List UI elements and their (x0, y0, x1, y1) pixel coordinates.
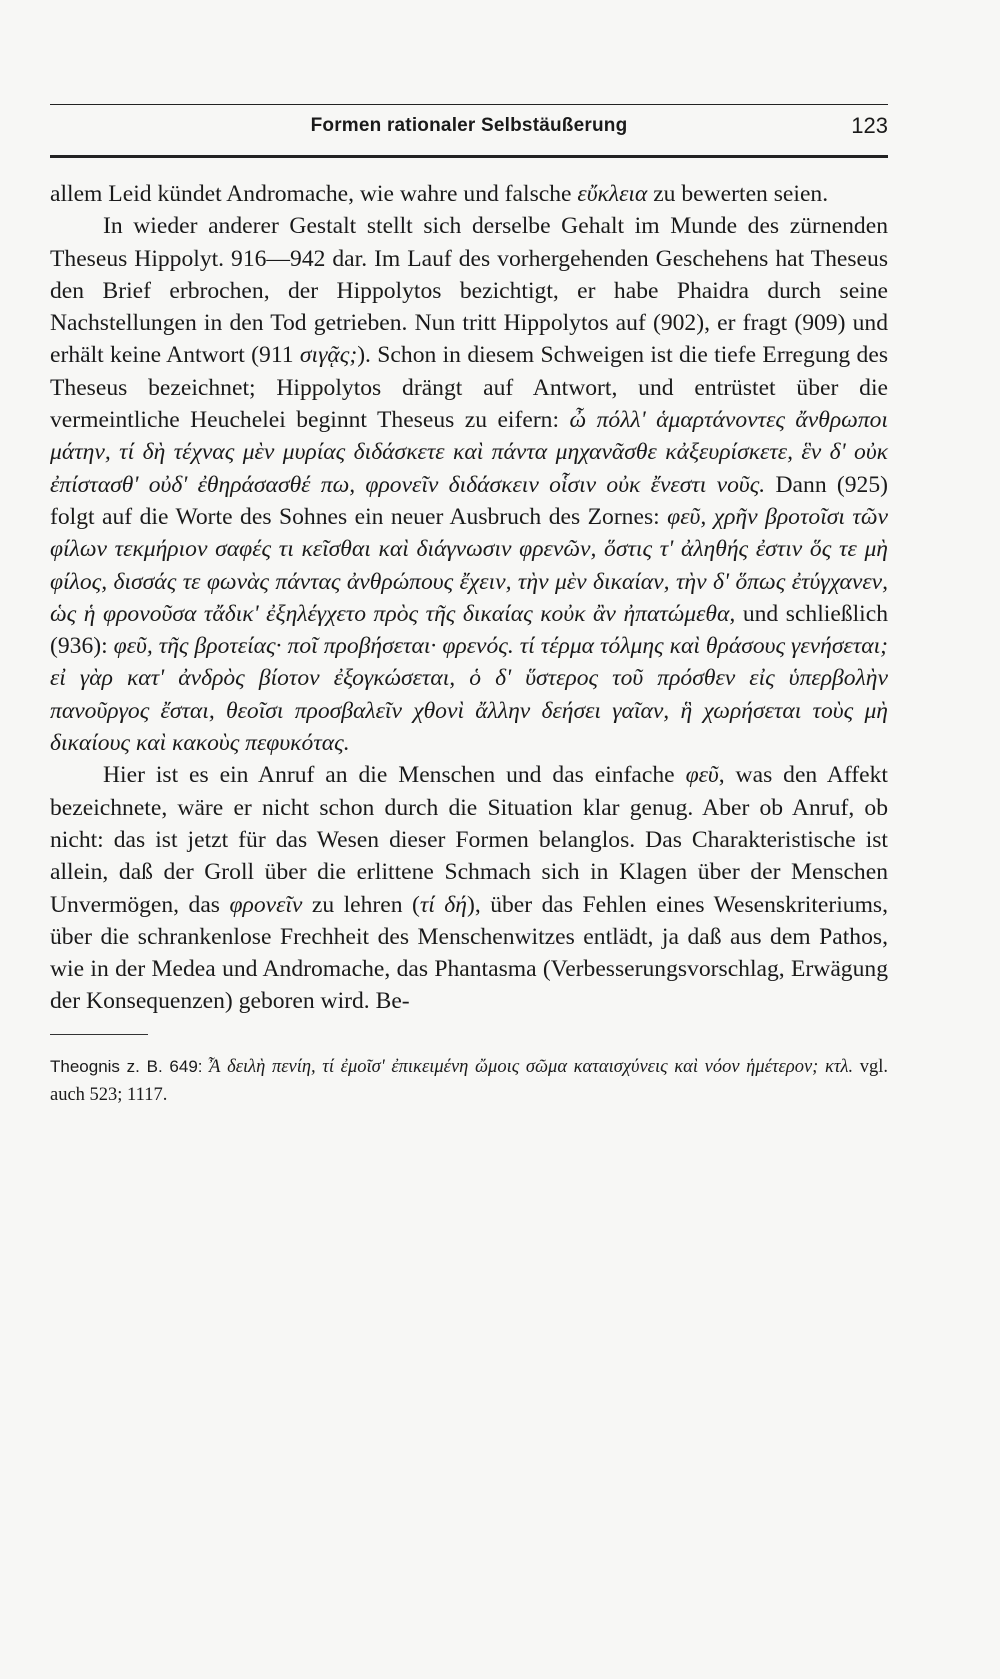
page-header (50, 105, 888, 155)
greek-quote: φρονεῖν (229, 891, 303, 918)
text-run: zu lehren ( (302, 891, 420, 918)
text-run: ), über das Fehlen eines Wesenskriteriums, über die schrankenlose Frechheit des Menschenwitzes entlädt, ja daß aus dem Pathos, wie in der Medea und Andromache, das Phantasma (Verbesserungsvorschlag, Erwägung der Konsequenzen) geboren wird. Be- (50, 891, 888, 1015)
greek-quote: φεῦ, χρῆν βροτοῖσι τῶν φίλων τεκμήριον σαφές τι κεῖσθαι καὶ διάγνωσιν φρενῶν, ὅστις τ' ἀληθής ἐστιν ὅς τε μὴ φίλος, δισσάς τε φωνὰς πάντας ἀνθρώπους ἔχειν, τὴν μὲν δικαίαν, τὴν δ' ὅπως ἐτύγχανεν, ὡς ἡ φρονοῦσα τἄδικ' ἐξηλέγχετο πρὸς τῆς δικαίας κοὐκ ἂν ἠπατώμεθα, (50, 503, 888, 627)
greek-quote: ὦ πόλλ' ἁμαρτάνοντες ἄνθρωποι μάτην, τί δὴ τέχνας μὲν μυρίας διδάσκετε καὶ πάντα μηχανᾶσθε κἀξευρίσκετε, ἓν δ' οὐκ ἐπίστασθ' οὐδ' ἐθηράσασθέ πω, φρονεῖν διδάσκειν οἷσιν οὐκ ἔνεστι νοῦς. (50, 407, 888, 498)
paragraph (50, 210, 888, 759)
book-page (50, 104, 888, 1109)
footnote-rule (50, 1034, 148, 1035)
paragraph (50, 178, 888, 210)
text-run: und schließlich (936): (50, 600, 888, 660)
footnote-label: Theognis z. B. 649: (50, 1056, 203, 1076)
text-run: Dann (925) folgt auf die Worte des Sohnes ein neuer Ausbruch des Zornes: (50, 471, 889, 530)
text-run: In wieder anderer Gestalt stellt sich derselbe Gehalt im Munde des zürnenden Theseus Hippolyt. 916—942 dar. Im Lauf des vorhergehenden Geschehens hat Theseus den Brief erbrochen, der Hippolytos bezichtigt, er habe Phaidra durch seine Nachstellungen in den Tod getrieben. Nun tritt Hippolytos auf (902), er fragt (909) und erhält keine Antwort (911 (50, 213, 888, 369)
paragraph (50, 759, 888, 1017)
text-run: , was den Affekt bezeichnete, wäre er nicht schon durch die Situation klar genug. Aber ob Anruf, ob nicht: das ist jetzt für das Wesen dieser Formen belanglos. Das Charakteristische ist allein, daß der Groll über die erlittene Schmach sich in Klagen über der Menschen Unvermögen, das (50, 762, 888, 918)
text-run: allem Leid kündet Andromache, wie wahre und falsche (50, 181, 578, 207)
text-run: ). Schon in diesem Schweigen ist die tiefe Erregung des Theseus bezeichnet; Hippolytos drängt auf Antwort, und entrüstet über die vermeintliche Heuchelei beginnt Theseus zu eifern: (50, 342, 888, 434)
running-head: Formen rationaler Selbstäußerung (310, 115, 628, 136)
text-run: vgl. auch 523; 1117. (50, 1056, 889, 1105)
greek-quote: φεῦ (685, 762, 719, 789)
footnote (50, 1053, 888, 1109)
greek-quote: σιγᾷς; (299, 342, 358, 369)
page-number: 123 (851, 113, 888, 138)
header-bottom-rule (50, 155, 888, 158)
body-text (50, 178, 888, 1018)
greek-quote: τί δή (419, 891, 467, 918)
greek-quote: φεῦ, τῆς βροτείας· ποῖ προβήσεται· φρενός. τί τέρμα τόλμης καὶ θράσους γενήσεται; εἰ γὰρ κατ' ἀνδρὸς βίοτον ἐξογκώσεται, ὁ δ' ὕστερος τοῦ πρόσθεν εἰς ὑπερβολὴν πανοῦργος ἔσται, θεοῖσι προσβαλεῖν χθονὶ ἄλλην δεήσει γαῖαν, ἣ χωρήσεται τοὺς μὴ δικαίους καὶ κακοὺς πεφυκότας. (50, 633, 888, 757)
greek-quote: εὔκλεια (577, 181, 648, 207)
greek-quote: Ἆ δειλὴ πενίη, τί ἐμοῖσ' ἐπικειμένη ὤμοις σῶμα καταισχύνεις καὶ νόον ἡμέτερον; κτλ. (209, 1056, 854, 1077)
text-run: zu bewerten seien. (647, 181, 829, 207)
text-run: Hier ist es ein Anruf an die Menschen und das einfache (103, 762, 686, 789)
